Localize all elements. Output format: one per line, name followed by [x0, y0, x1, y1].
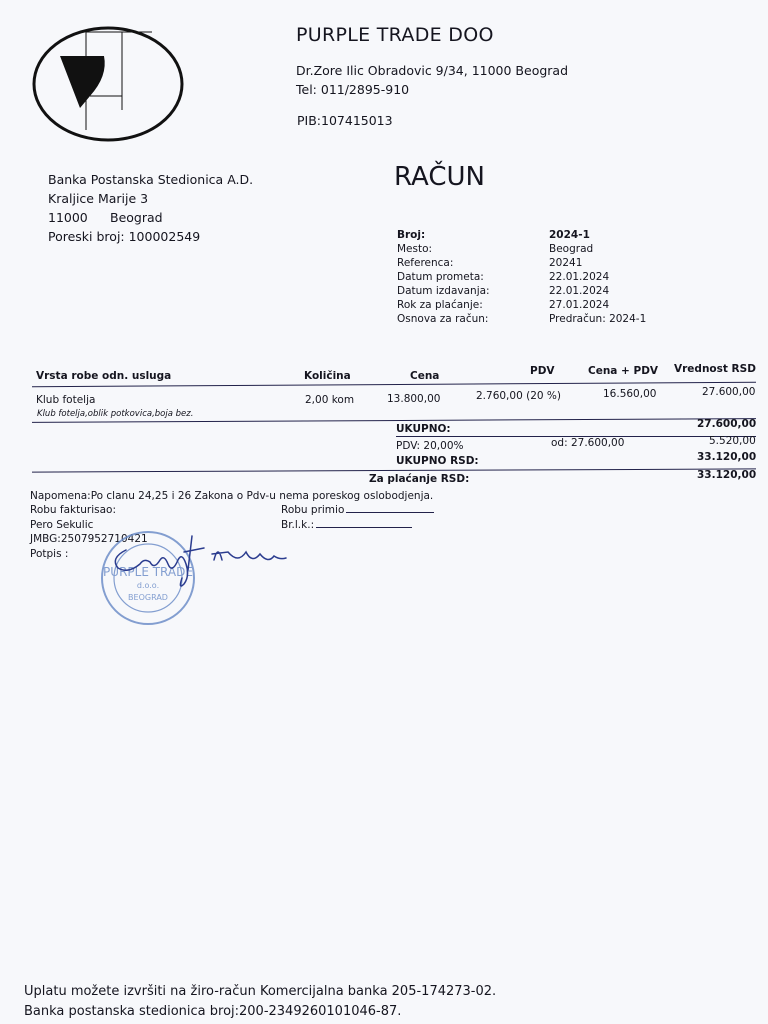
seller-address-block: [296, 61, 568, 99]
row-item: Klub fotelja: [36, 394, 96, 406]
receiver-signature-line: [346, 512, 434, 513]
receiver-id-blank: [316, 527, 412, 528]
header-price-vat: Cena + PDV: [588, 365, 659, 377]
subtotal-value: 27.600,00: [697, 418, 757, 430]
buyer-city: Beograd: [110, 210, 163, 225]
seller-address: Dr.Zore Ilic Obradovic 9/34, 11000 Beograd: [296, 63, 569, 78]
total-rule: [32, 468, 756, 472]
meta-row: Broj: 2024-1: [397, 229, 590, 241]
buyer-tax-id: Poreski broj: 100002549: [48, 229, 201, 244]
payable-label: Za plaćanje RSD:: [369, 473, 470, 485]
meta-row: Rok za plaćanje: 27.01.2024: [397, 299, 610, 311]
row-price: 13.800,00: [387, 393, 441, 405]
row-price-vat: 16.560,00: [603, 388, 657, 400]
buyer-street: Kraljice Marije 3: [48, 191, 149, 206]
issuer-jmbg: JMBG:2507952710421: [30, 533, 148, 545]
buyer-city-line: [48, 208, 253, 227]
issuer-name: Pero Sekulic: [30, 518, 94, 531]
meta-row: Referenca: 20241: [397, 257, 583, 269]
invoice-meta: [397, 228, 697, 326]
vat-value: 5.520,00: [709, 435, 756, 447]
company-stamp: [102, 532, 194, 624]
row-description: Klub fotelja,oblik potkovica,boja bez.: [37, 409, 194, 419]
footer-bank-line: Banka postanska stedionica broj:200-2349260101046-87.: [24, 1004, 402, 1019]
footer-payment-line: Uplatu možete izvršiti na žiro-račun Komercijalna banka 205-174273-02.: [24, 984, 497, 999]
meta-row: Osnova za račun: Predračun: 2024-1: [397, 313, 647, 325]
seller-name: PURPLE TRADE DOO: [296, 24, 494, 46]
receiver-block: [281, 503, 434, 532]
row-value: 27.600,00: [702, 386, 756, 398]
buyer-name: Banka Postanska Stedionica A.D.: [48, 172, 254, 187]
buyer-block: [48, 170, 253, 246]
header-qty: Količina: [304, 370, 351, 382]
meta-row: Mesto: Beograd: [397, 243, 594, 255]
row-qty: 2,00 kom: [305, 394, 355, 406]
header-value: Vrednost RSD: [674, 363, 756, 375]
seller-pib: PIB:107415013: [297, 113, 393, 128]
receiver-id-label: Br.l.k.:: [281, 518, 315, 531]
receiver-label: Robu primio: [281, 504, 345, 516]
issuer-label: Robu fakturisao:: [30, 504, 116, 516]
receiver-line: [281, 503, 434, 518]
note: Napomena:Po clanu 24,25 i 26 Zakona o Pdv-u nema poreskog oslobodjenja.: [30, 490, 434, 502]
vat-label: PDV: 20,00%: [396, 440, 464, 452]
subtotal-label: UKUPNO:: [396, 423, 451, 435]
stamp-city: BEOGRAD: [128, 593, 168, 602]
company-logo: [32, 24, 184, 144]
row-vat: 2.760,00 (20 %): [476, 390, 561, 402]
signature-label: Potpis :: [30, 547, 69, 560]
stamp-and-signature: [88, 530, 308, 630]
header-item: Vrsta robe odn. usluga: [36, 370, 172, 382]
payable-value: 33.120,00: [697, 469, 757, 481]
header-price: Cena: [410, 370, 440, 382]
seller-phone: Tel: 011/2895-910: [296, 82, 410, 97]
buyer-zip: 11000: [48, 210, 88, 225]
total-value: 33.120,00: [697, 451, 757, 463]
footer: [24, 982, 496, 1022]
meta-row: Datum izdavanja: 22.01.2024: [397, 285, 610, 297]
document-title: RAČUN: [394, 162, 485, 192]
meta-row: Datum prometa: 22.01.2024: [397, 271, 610, 283]
stamp-company: PURPLE TRADE: [103, 565, 193, 579]
header-vat: PDV: [530, 365, 555, 377]
stamp-form: d.o.o.: [136, 581, 160, 590]
vat-base: od: 27.600,00: [551, 437, 625, 449]
table-header: [0, 362, 768, 384]
total-label: UKUPNO RSD:: [396, 455, 479, 467]
